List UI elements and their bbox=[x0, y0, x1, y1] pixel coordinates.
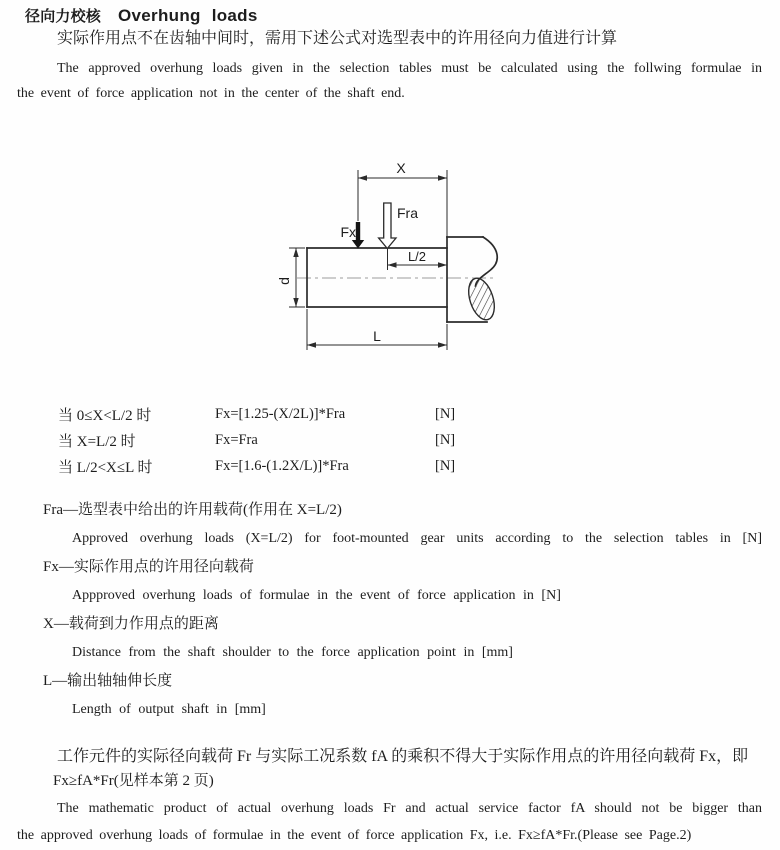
note-en-line1: The mathematic product of actual overhung loads Fr and actual service factor fA should not be bigger than bbox=[57, 801, 762, 816]
note-paragraph-en bbox=[17, 795, 762, 849]
formula-2: Fx=Fra bbox=[215, 432, 258, 449]
fra-force-arrow bbox=[379, 203, 396, 249]
condition-3: 当 L/2<X≤L 时 bbox=[58, 459, 153, 476]
page-title bbox=[25, 5, 258, 26]
formula-1: Fx=[1.25-(X/2L)]*Fra bbox=[215, 406, 346, 423]
condition-1: 当 0≤X<L/2 时 bbox=[58, 408, 152, 425]
formula-table bbox=[58, 402, 538, 479]
intro-en-line2: the event of force application not in the center of the shaft end. bbox=[17, 86, 405, 101]
condition-2: 当 X=L/2 时 bbox=[58, 434, 136, 451]
hatched-section bbox=[464, 275, 499, 323]
unit-2: [N] bbox=[435, 432, 456, 449]
formula-row-1 bbox=[58, 402, 538, 428]
unit-3: [N] bbox=[435, 457, 456, 474]
label-fra: Fra bbox=[397, 205, 418, 221]
formula-3: Fx=[1.6-(1.2X/L)]*Fra bbox=[215, 457, 349, 474]
label-fx: Fx bbox=[340, 224, 356, 240]
title-chinese: 径向力校核 bbox=[25, 8, 102, 25]
definition-term-l: L—输出轴轴伸长度 bbox=[43, 673, 173, 689]
shaft-outline bbox=[307, 237, 497, 322]
label-l-half: L/2 bbox=[407, 249, 427, 264]
note-zh-line1: 工作元件的实际径向载荷 Fr 与实际工况系数 fA 的乘积不得大于实际作用点的许用径向载荷 Fx，即 bbox=[57, 748, 749, 765]
note-paragraph-zh bbox=[17, 745, 762, 793]
formula-row-2 bbox=[58, 428, 538, 454]
label-l: L bbox=[373, 328, 381, 344]
definition-desc-l: Length of output shaft in [mm] bbox=[72, 701, 266, 717]
intro-paragraph-zh: 实际作用点不在齿轴中间时，需用下述公式对选型表中的许用径向力值进行计算 bbox=[57, 30, 618, 47]
title-english: Overhung loads bbox=[118, 6, 258, 25]
label-d: d bbox=[276, 277, 292, 285]
label-x-dimension: X bbox=[396, 160, 406, 176]
intro-paragraph-en bbox=[17, 56, 762, 106]
formula-row-3 bbox=[58, 453, 538, 479]
unit-1: [N] bbox=[435, 406, 456, 423]
note-en-line2: the approved overhung loads of formulae in the event of force application Fx, i.e. Fx≥fA*Fr.(Please see Page.2) bbox=[17, 828, 692, 843]
definition-desc-fra: Approved overhung loads (X=L/2) for foot-mounted gear units according to the selection tables in [N] bbox=[72, 530, 762, 546]
definition-desc-fx: Appproved overhung loads of formulae in the event of force application in [N] bbox=[72, 587, 561, 603]
shaft-load-diagram bbox=[270, 150, 570, 370]
definition-term-fra: Fra—选型表中给出的许用载荷(作用在 X=L/2) bbox=[43, 502, 342, 518]
note-zh-line2: Fx≥fA*Fr(见样本第 2 页) bbox=[53, 773, 214, 789]
definition-desc-x: Distance from the shaft shoulder to the force application point in [mm] bbox=[72, 644, 513, 660]
definitions-list bbox=[43, 496, 762, 724]
definition-term-fx: Fx—实际作用点的许用径向载荷 bbox=[43, 559, 254, 575]
definition-term-x: X—载荷到力作用点的距离 bbox=[43, 616, 219, 632]
intro-en-line1: The approved overhung loads given in the selection tables must be calculated using the follwing formulae in bbox=[57, 61, 762, 76]
